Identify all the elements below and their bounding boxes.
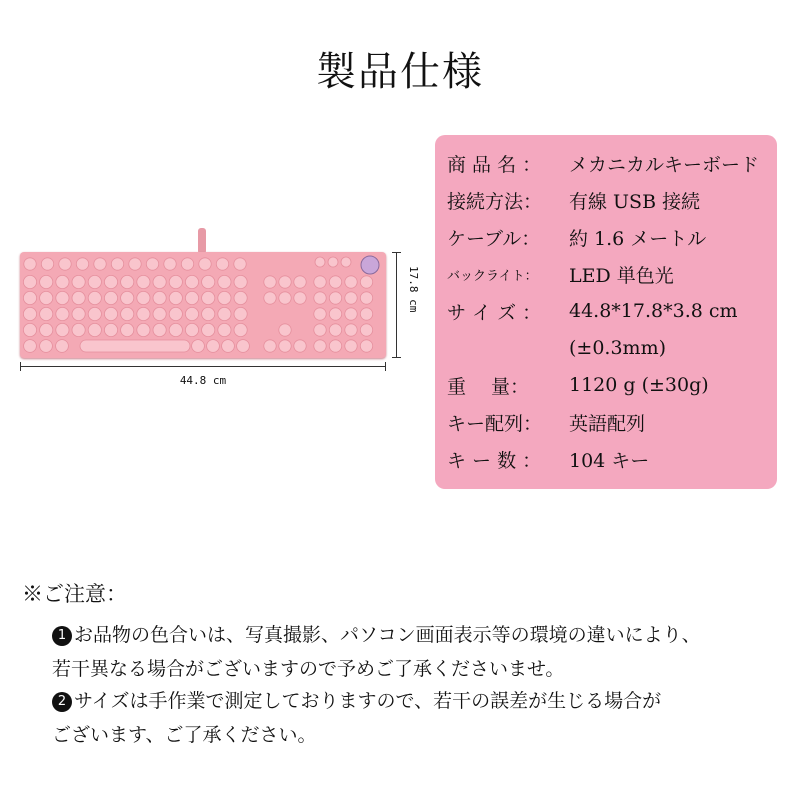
spec-value: 約 1.6 メートル: [569, 227, 707, 250]
spec-value: 有線 USB 接続: [569, 190, 701, 213]
keyboard-cable: [198, 228, 206, 254]
keycap: [24, 340, 37, 353]
number-badge-icon: 1: [52, 626, 72, 646]
keycap: [56, 323, 69, 336]
keycap: [234, 258, 246, 270]
keycap: [264, 292, 276, 304]
keycap: [153, 291, 166, 304]
keycap: [237, 340, 250, 353]
note-text: お品物の色合いは、写真撮影、パソコン画面表示等の環境の違いにより、: [74, 624, 701, 646]
keycap: [40, 291, 53, 304]
spec-row-size-tolerance: [447, 330, 666, 366]
keycap: [153, 307, 166, 320]
keycap: [169, 307, 182, 320]
number-badge-icon: 2: [52, 692, 72, 712]
keycap: [185, 323, 198, 336]
spec-label: キ ー 数 ：: [447, 449, 542, 472]
note-2-line-2: [52, 720, 316, 747]
keycap: [360, 324, 372, 336]
keycap: [202, 275, 215, 288]
spec-value: 1120 g (±30g): [569, 374, 709, 396]
spec-row-connection: [447, 182, 700, 218]
keycap: [76, 258, 88, 270]
spec-row-key-count: [447, 441, 649, 477]
keycap: [88, 323, 101, 336]
keycap: [164, 258, 176, 270]
keycap: [192, 340, 205, 353]
keycap: [314, 292, 326, 304]
keycap: [345, 340, 357, 352]
keycap: [218, 323, 231, 336]
width-dimension-label: 44.8 cm: [179, 374, 227, 387]
keycap: [345, 324, 357, 336]
keycap: [294, 292, 306, 304]
keycap: [341, 257, 351, 267]
width-dimension-line: [20, 366, 386, 367]
spec-value: 104 キー: [569, 449, 650, 472]
keycap: [207, 340, 220, 353]
keycap: [345, 276, 357, 288]
spec-label: キー配列：: [447, 412, 543, 435]
keycap: [56, 340, 69, 353]
keycap: [234, 275, 247, 288]
keycap: [185, 307, 198, 320]
keycap: [279, 276, 291, 288]
keycap: [23, 307, 36, 320]
keycap: [328, 257, 338, 267]
spec-panel: [435, 135, 777, 489]
keycap: [72, 323, 85, 336]
keycap: [279, 292, 291, 304]
note-1-line-1: [52, 620, 701, 647]
keycap: [345, 308, 357, 320]
keycap: [24, 258, 36, 270]
keycap: [234, 291, 247, 304]
keycap: [169, 275, 182, 288]
keycap: [294, 340, 306, 352]
keycap: [360, 276, 372, 288]
keycap: [153, 323, 166, 336]
keycap: [104, 291, 117, 304]
keycap: [185, 275, 198, 288]
keycap: [40, 340, 53, 353]
spec-row-size: [447, 293, 738, 329]
keycap: [153, 275, 166, 288]
note-2-line-1: [52, 686, 661, 713]
keycap: [222, 340, 235, 353]
keycap: [56, 275, 69, 288]
spec-row-cable: [447, 219, 706, 255]
keycap: [146, 258, 158, 270]
keycap: [314, 308, 326, 320]
keycap: [314, 340, 326, 352]
spec-row-product-name: [447, 145, 759, 181]
keycap: [314, 324, 326, 336]
keycap: [41, 258, 53, 270]
keycap: [104, 307, 117, 320]
keycap: [185, 291, 198, 304]
keycap: [23, 291, 36, 304]
keycap: [104, 323, 117, 336]
keycap: [329, 340, 341, 352]
keycap: [137, 323, 150, 336]
note-text: サイズは手作業で測定しておりますので、若干の誤差が生じる場合が: [74, 690, 662, 712]
keycap: [329, 276, 341, 288]
spec-row-weight: [447, 367, 709, 403]
spec-label: 商 品 名 ：: [447, 153, 542, 176]
keycap: [121, 275, 134, 288]
note-1-line-2: [52, 654, 564, 681]
spec-value: 英語配列: [569, 412, 646, 435]
keycap: [279, 340, 291, 352]
note-text: ございます、ご了承ください。: [52, 724, 317, 746]
spec-value: 44.8*17.8*3.8 cm: [569, 300, 738, 322]
keycap: [234, 307, 247, 320]
keycap: [169, 291, 182, 304]
keycap: [294, 276, 306, 288]
notes-title: ※ご注意：: [22, 582, 127, 606]
keycap: [314, 276, 326, 288]
keycap: [216, 258, 228, 270]
keycap: [121, 323, 134, 336]
keycap: [264, 276, 276, 288]
keycap: [329, 292, 341, 304]
keycap: [72, 291, 85, 304]
keycap: [360, 340, 372, 352]
keycap: [40, 323, 53, 336]
keyboard-icon: [20, 252, 386, 358]
keycap: [121, 291, 134, 304]
spec-value: メカニカルキーボード: [569, 153, 760, 176]
spec-label: 重 量：: [447, 375, 530, 398]
height-dimension-line: [396, 252, 397, 358]
keycap: [88, 275, 101, 288]
keycap: [218, 307, 231, 320]
keycap: [329, 324, 341, 336]
spec-label: 接続方法：: [447, 190, 543, 213]
keycap: [169, 323, 182, 336]
keycap: [104, 275, 117, 288]
keycap: [40, 307, 53, 320]
height-dimension-label: 17.8 cm: [407, 266, 420, 313]
keycap: [218, 291, 231, 304]
spec-row-key-layout: [447, 404, 645, 440]
keycap: [72, 275, 85, 288]
page-title: 製品仕様: [316, 49, 484, 95]
spec-label: バックライト：: [447, 268, 538, 284]
keycap: [72, 307, 85, 320]
keycap: [94, 258, 106, 270]
keycap: [345, 292, 357, 304]
keycap: [199, 258, 211, 270]
keycap: [137, 291, 150, 304]
keycap: [40, 275, 53, 288]
keycap: [264, 340, 276, 352]
keycap: [88, 291, 101, 304]
keycap: [56, 291, 69, 304]
volume-knob-icon: [361, 256, 379, 274]
keycap: [23, 275, 36, 288]
keycap: [329, 308, 341, 320]
keycap: [88, 307, 101, 320]
keycap: [202, 323, 215, 336]
keycap: [181, 258, 193, 270]
spec-row-backlight: [447, 256, 674, 292]
keyboard-illustration: [14, 228, 420, 388]
keycap: [202, 291, 215, 304]
keycap: [23, 323, 36, 336]
keycap: [360, 308, 372, 320]
keycap: [218, 275, 231, 288]
keycap: [121, 307, 134, 320]
keycap: [129, 258, 141, 270]
spec-label: サ イ ズ ：: [447, 301, 542, 324]
keycap: [202, 307, 215, 320]
keycap: [59, 258, 71, 270]
keycap: [234, 323, 247, 336]
keycap: [111, 258, 123, 270]
spacebar-key: [80, 340, 190, 352]
keycap: [137, 275, 150, 288]
keycap: [279, 324, 291, 336]
keycap: [56, 307, 69, 320]
spec-value: (±0.3mm): [569, 337, 666, 359]
keycap: [360, 292, 372, 304]
keycap: [315, 257, 325, 267]
spec-label: ケーブル：: [447, 227, 541, 250]
spec-value: LED 単色光: [569, 264, 674, 287]
keycap: [137, 307, 150, 320]
note-text: 若干異なる場合がございますので予めご了承くださいませ。: [52, 658, 565, 680]
